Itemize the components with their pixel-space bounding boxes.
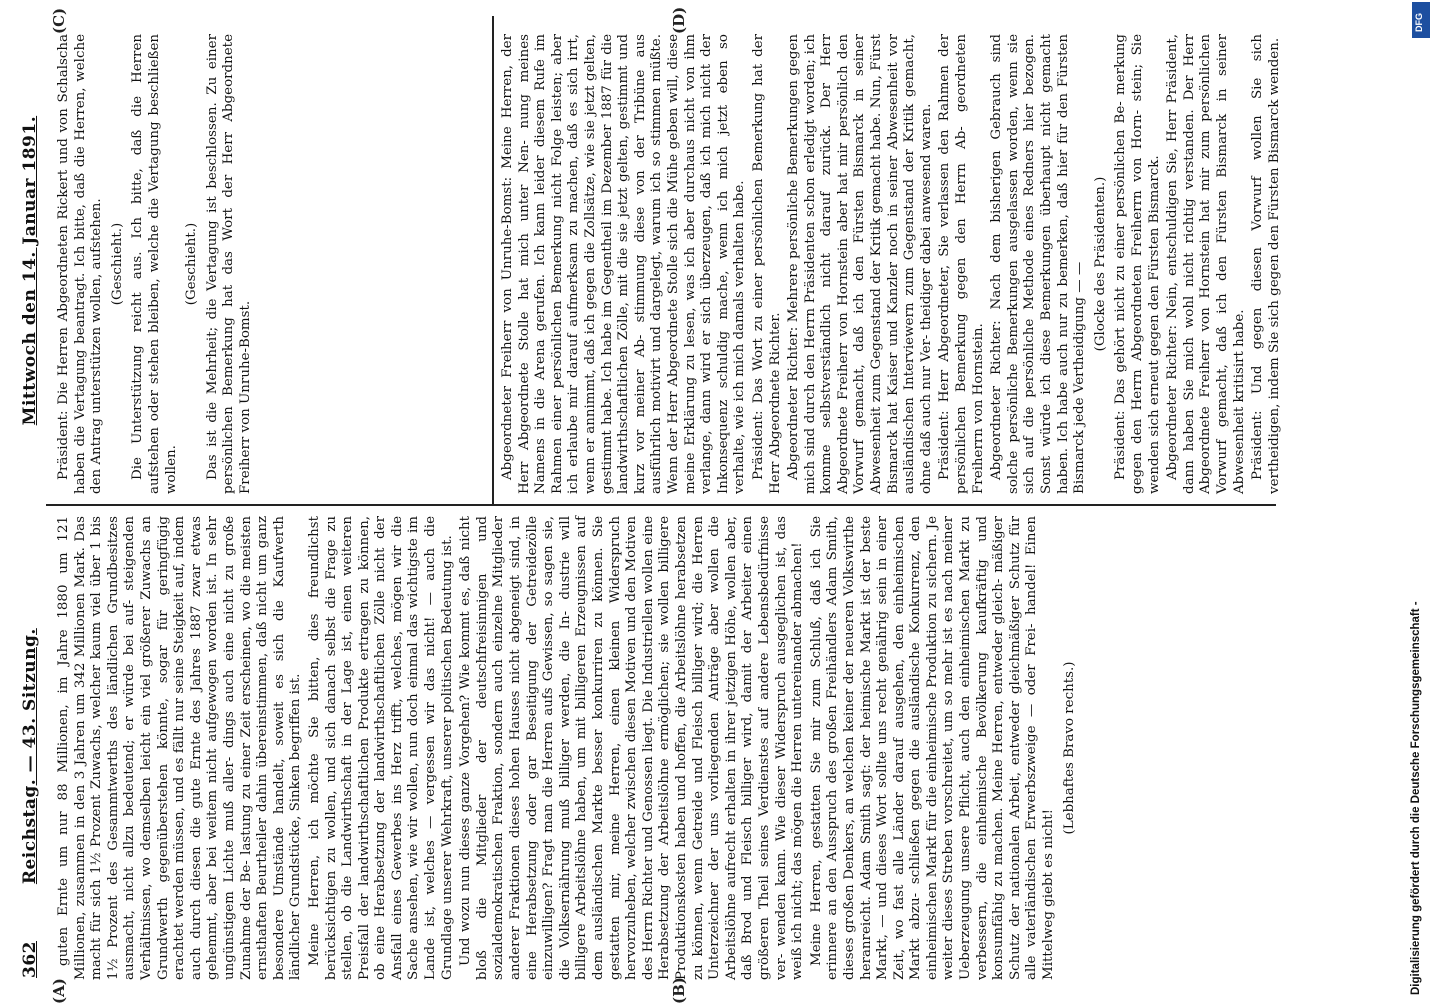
left-column: [56, 516, 1286, 980]
margin-letter-d: (D): [670, 6, 688, 34]
digitization-credit: Digitalisierung gefördert durch die Deutsche Forschungsgemeinschaft -: [1410, 601, 1422, 995]
paragraph: Die Unterstützung reicht aus. Ich bitte, daß die Herren aufstehen oder stehen bleiben, welche die Vertagung beschließen wollen.: [130, 34, 179, 494]
speech-paragraph: Abgeordneter Freiherr von Unruhe-Bomst: Meine Herren, der Herr Abgeordnete Stolle hat mich unter Nen- nung meines Namens in die Arena gerufen. Ich kann leider diesem Rufe im Rahmen einer persönlichen Bemerkung nicht Folge leisten; aber ich erlaube mir darauf aufmerksam zu machen, daß es sich irrt, wenn er annimmt, daß ich gegen die Zollsätze, wie sie jetzt gelten, gestimmt habe. Ich habe im Gegentheil im Dezember 1887 für die landwirthschaftlichen Zölle, mit die sie jetzt gelten, gestimmt und kurz vor meiner Ab- stimmung diese von der Tribüne aus ausführlich motivirt und dargelegt, warum ich so stimmen müßte. Wenn der Herr Abgeordnete Stolle sich die Mühe geben will, diese meine Erklärung zu lesen, was ich aber durchaus nicht von ihm verlange, dann wird er sich überzeugen, daß ich mich nicht der Inkonsequenz schuldig mache, wenn ich mich jetzt eben so verhalte, wie ich mich damals verhalten habe.: [500, 34, 748, 494]
header-right-date: Mittwoch den 14. Januar 1891.: [20, 115, 40, 426]
paragraph: guten Ernte um nur 88 Millionen, im Jahre 1880 um 121 Millionen, zusammen in den 3 Jahren um 342 Millionen Mark. Das macht für sich 1½ Prozent Zuwachs, welcher kaum viel über 1 bis 1½ Prozent des Gesammtwerths des ländlichen Grundbesitzes ausmacht, nicht allzu bedeutend; er würde bei auf- steigenden Verhältnissen, wo demselben leicht ein viel größerer Zuwachs an Grundwerth gegenüberstehen könnte, sogar für geringfügig erachtet werden müssen, und es fällt nur seine Steigkeit auf, indem auch durch diesen die gute Ernte des Jahres 1887 zwar etwas gehemmt, aber bei weitem nicht aufgewogen worden ist. In sehr ungünstigem Lichte muß aller- dings auch eine nicht zu große Zunahme der Be- lastung zu einer Zeit erscheinen, wo die meisten ernsthaften Beurtheiler dahin übereinstimmen, daß nicht um ganz besondere Umstände handelt, soweit es sich die Kaufwerth ländlicher Grundstücke, Sinken begriffen ist.: [56, 516, 304, 980]
right-column-bottom: [500, 34, 1280, 494]
applause-note: (Lebhaftes Bravo rechts.): [1061, 661, 1077, 835]
paragraph: Meine Herren, ich möchte Sie bitten, dies freundlichst berücksichtigen zu wollen, und sich danach selbst die Frage zu stellen, ob die Landwirthschaft in der Lage ist, einen weiteren Preisfall der landwirthschaftlichen Produkte ertragen zu können, ob eine Herabsetzung der landwirthschaftlichen Zölle nicht der Ansfall eines Gewerbes ins Herz trifft, welches, mögen wir die Sache ansehen, wie wir wollen, nun doch einmal das wichtigste im Lande ist, welches — vergessen wir das nicht! — auch die Grundlage unserer Wehrkraft, unserer politischen Bedeutung ist.: [306, 516, 455, 980]
president-statement: Präsident: Das Wort zu einer persönlichen Bemerkung hat der Herr Abgeordnete Richter.: [750, 34, 783, 494]
paragraph: Und wozu nun dieses ganze Vorgehen? Wie kommt es, daß nicht bloß die Mitglieder der deutschfreisinnigen und sozialdemokratischen Fraktion, sondern auch einzelne Mitglieder anderer Fraktionen dieses hohen Hauses nicht abgeneigt sind, in eine Herabsetzung oder gar Beseitigung der Getreidezölle einzuwilligen? Fragt man die Herren aufs Gewissen, so sagen sie, die Volksernährung muß billiger werden, die In- dustrie will billigere Arbeitslöhne haben, um mit billigeren Erzeugnissen auf dem ausländischen Markte besser konkurriren zu können. Sie gestatten mir, meine Herren, einen kleinen Widerspruch hervorzuheben, welcher zwischen diesen Motiven und den Motiven des Herrn Richter und Genossen liegt. Die Industriellen wollen eine Herabsetzung der Arbeitslöhne ermöglichen; sie wollen billigere Produktionskosten haben und hoffen, die Arbeitslöhne herabsetzen zu können, wenn Getreide und Fleisch billiger wird; die Herren Unterzeichner der uns vorliegenden Anträge aber wollen die Arbeitslöhne aufrecht erhalten in ihrer jetzigen Höhe, wollen aber, daß Brod und Fleisch billiger wird, damit der Arbeiter einen größeren Theil seines Verdienstes auf andere Lebensbedürfnisse ver- wenden kann. Wie dieser Widerspruch ausgeglichen ist, das weiß ich nicht; das mögen die Herren untereinander abmachen!: [458, 516, 806, 980]
president-statement: Präsident: Das gehört nicht zu einer persönlichen Be- merkung gegen den Herrn Abgeordneten Freiherrn von Horn- stein; Sie wenden sich erneut gegen den Fürsten Bismarck.: [1113, 34, 1162, 494]
page-header: [20, 16, 46, 984]
page-number: 362: [20, 941, 40, 978]
section-divider: [492, 16, 494, 506]
stage-direction: (Glocke des Präsidenten.): [1092, 176, 1108, 352]
right-column-top: [56, 34, 488, 494]
margin-letter-a: (A): [50, 978, 68, 1004]
speech-paragraph: Abgeordneter Richter: Nein, entschuldigen Sie, Herr Präsident, dann haben Sie mich wohl nicht richtig verstanden. Der Herr Abgeordnete Freiherr von Hornstein hat mir zum persönlichen Vorwurf gemacht, daß ich den Fürsten Bismarck in seiner Abwesenheit kritisirt habe.: [1165, 34, 1247, 494]
stage-direction: (Geschieht.): [109, 222, 125, 306]
margin-letter-b: (B): [670, 977, 688, 1004]
margin-letter-c: (C): [50, 7, 68, 34]
speech-paragraph: Abgeordneter Richter: Mehrere persönliche Bemerkungen gegen mich sind durch den Herrn Präsidenten schon erledigt worden; ich komme selbstverständlich nicht darauf zurück. Der Herr Abgeordnete Freiherr von Hornstein aber hat mir persönlich den Vorwurf gemacht, daß ich den Fürsten Bismarck in seiner Abwesenheit zum Gegenstand der Kritik gemacht habe. Nun, Fürst Bismarck hat Kaiser und Kanzler noch in seiner Abwesenheit vor ausländischen Interviewern zum Gegenstand der Kritik gemacht, ohne daß auch nur Ver- theidiger dabei anwesend waren.: [786, 34, 934, 494]
header-left-title: Reichstag. — 43. Sitzung.: [20, 628, 40, 885]
column-divider: [46, 505, 1276, 507]
dfg-logo-icon: DFG: [1412, 2, 1430, 38]
president-statement: Präsident: Die Herren Abgeordneten Rickert und von Schalscha haben die Vertagung beantragt. Ich bitte, daß die Herren, welche den Antrag unterstützen wollen, aufstehen.: [56, 34, 105, 494]
stage-direction: (Geschieht.): [184, 222, 200, 306]
speech-paragraph: Abgeordneter Richter: Nach dem bisherigen Gebrauch sind solche persönliche Bemerkungen ausgelassen worden, wenn sie sich auf die persönliche Methode eines Redners hier bezogen. Sonst würde ich diese Bemerkungen überhaupt nicht gemacht haben. Ich habe auch nur zu bemerken, daß hier für den Fürsten Bismarck jede Vertheidigung — —: [989, 34, 1088, 494]
paragraph: Das ist die Mehrheit; die Vertagung ist beschlossen. Zu einer persönlichen Bemerkung hat das Wort der Herr Abgeordnete Freiherr von Unruhe-Bomst.: [204, 34, 253, 494]
paragraph: Meine Herren, gestatten Sie mir zum Schluß, daß ich Sie erinnere an den Ausspruch des großen Freihändlers Adam Smith, dieses großen Denkers, an welchen keiner der neueren Volkswirthe heranreicht. Adam Smith sagt: der heimische Markt ist der beste Markt, — und dieses Wort sollte uns recht genährig sein in einer Zeit, wo fast alle Länder darauf ausgehen, den einheimischen Markt abzu- schließen gegen die ausländische Konkurrenz, den einheimischen Markt für die einheimische Produktion zu sichern. Je weiter dieses Streben vorschreitet, um so mehr ist es nach meiner Ueberzeugung unsere Pflicht, auch den einheimischen Markt zu verbessern, die einheimische Bevölkerung kaufkräftig und konsumfähig zu machen. Meine Herren, entweder gleich- mäßiger Schutz der nationalen Arbeit, entweder gleichmäßiger Schutz für alle vaterländischen Erwerbszweige — oder Frei- handel! Einen Mittelweg giebt es nicht!: [808, 516, 1057, 980]
president-statement: Präsident: Und gegen diesen Vorwurf wollen Sie sich vertheidigen, indem Sie sich gegen den Fürsten Bismarck wenden.: [1250, 34, 1282, 494]
president-statement: Präsident: Herr Abgeordneter, Sie verlassen den Rahmen der persönlichen Bemerkung gegen den Herrn Ab- geordneten Freiherrn von Hornstein.: [937, 34, 986, 494]
